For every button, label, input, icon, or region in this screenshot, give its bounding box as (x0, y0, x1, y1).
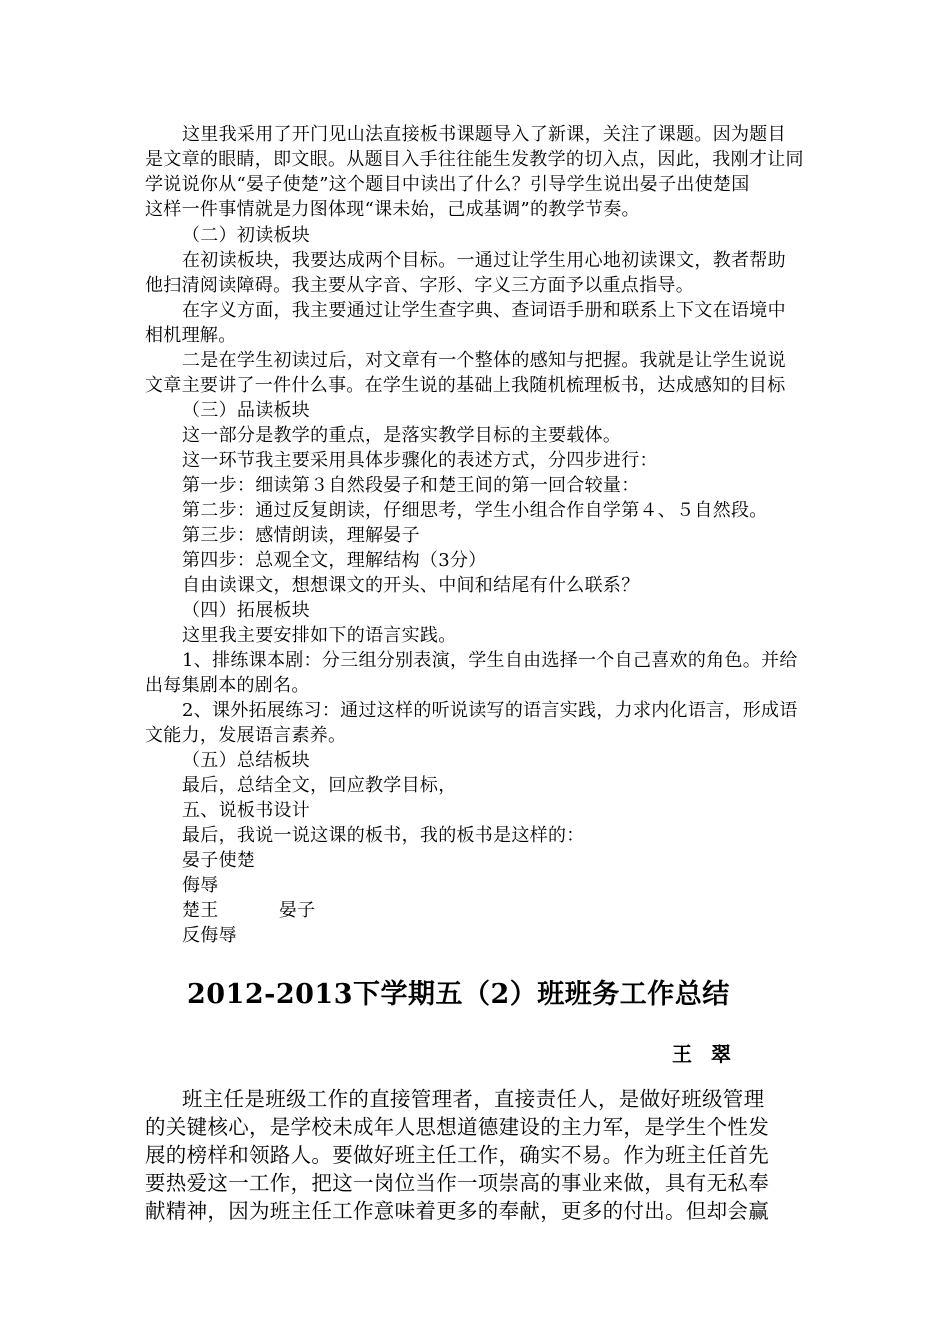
paragraph-line: 自由读课文，想想课文的开头、中间和结尾有什么联系？ (182, 575, 640, 596)
paragraph-line: 这里我主要安排如下的语言实践。 (182, 625, 457, 646)
section-heading: （二）初读板块 (182, 225, 311, 246)
paragraph-line: 是文章的眼睛，即文眼。从题目入手往往能生发教学的切入点，因此，我刚才让同 (145, 149, 804, 170)
blackboard-line: 反侮辱 (182, 925, 237, 946)
paragraph-line: 这里我采用了开门见山法直接板书课题导入了新课，关注了课题。因为题目 (182, 124, 786, 145)
paragraph-line: 的关键核心，是学校未成年人思想道德建设的主力军，是学生个性发 (145, 1115, 769, 1139)
paragraph-line: 1、排练课本剧：分三组分别表演，学生自由选择一个自己喜欢的角色。并给 (182, 650, 798, 671)
author-name: 王 翠 (672, 1042, 737, 1066)
blackboard-line: 侮辱 (182, 875, 219, 896)
paragraph-line: 这一环节我主要采用具体步骤化的表述方式，分四步进行： (182, 450, 658, 471)
paragraph-line: 在初读板块，我要达成两个目标。一通过让学生用心地初读课文，教者帮助 (182, 250, 786, 271)
paragraph-line: 要热爱这一工作，把这一岗位当作一项崇高的事业来做，具有无私奉 (145, 1171, 769, 1195)
section-heading: （四）拓展板块 (182, 600, 311, 621)
section-heading: （五）总结板块 (182, 750, 311, 771)
paragraph-line: 献精神，因为班主任工作意味着更多的奉献，更多的付出。但却会赢 (145, 1199, 769, 1223)
section-heading: 五、说板书设计 (182, 800, 311, 821)
section-heading: （三）品读板块 (182, 400, 311, 421)
step-line: 第三步：感情朗读，理解晏子 (182, 525, 420, 546)
paragraph-line: 在字义方面，我主要通过让学生查字典、查词语手册和联系上下文在语境中 (182, 300, 786, 321)
paragraph-line: 最后，我说一说这课的板书，我的板书是这样的： (182, 825, 585, 846)
paragraph-line: 最后，总结全文，回应教学目标， (182, 775, 457, 796)
blackboard-line: 楚王 晏子 (182, 900, 316, 921)
paragraph-line: 二是在学生初读过后，对文章有一个整体的感知与把握。我就是让学生说说 (182, 350, 786, 371)
paragraph-line: 这样一件事情就是力图体现“课未始，己成基调”的教学节奏。 (145, 199, 640, 220)
paragraph-line: 班主任是班级工作的直接管理者，直接责任人，是做好班级管理 (182, 1087, 765, 1111)
paragraph-line: 相机理解。 (145, 325, 237, 346)
paragraph-line: 出每集剧本的剧名。 (145, 675, 310, 696)
step-line: 第二步：通过反复朗读，仔细思考，学生小组合作自学第４、５自然段。 (182, 500, 768, 521)
paragraph-line: 文能力，发展语言素养。 (145, 725, 347, 746)
paragraph-line: 学说说你从“晏子使楚”这个题目中读出了什么？引导学生说出晏子出使楚国 (145, 174, 750, 195)
document-title: 2012-2013下学期五（2）班班务工作总结 (187, 979, 730, 1010)
paragraph-line: 展的榜样和领路人。要做好班主任工作，确实不易。作为班主任首先 (145, 1143, 769, 1167)
paragraph-line: 这一部分是教学的重点，是落实教学目标的主要载体。 (182, 425, 622, 446)
paragraph-line: 文章主要讲了一件什么事。在学生说的基础上我随机梳理板书，达成感知的目标 (145, 375, 786, 396)
paragraph-line: 2、课外拓展练习：通过这样的听说读写的语言实践，力求内化语言，形成语 (182, 700, 798, 721)
step-line: 第一步：细读第３自然段晏子和楚王间的第一回合较量： (182, 475, 640, 496)
step-line: 第四步：总观全文，理解结构（3分） (182, 550, 487, 571)
blackboard-line: 晏子使楚 (182, 850, 256, 871)
paragraph-line: 他扫清阅读障碍。我主要从字音、字形、字义三方面予以重点指导。 (145, 275, 694, 296)
